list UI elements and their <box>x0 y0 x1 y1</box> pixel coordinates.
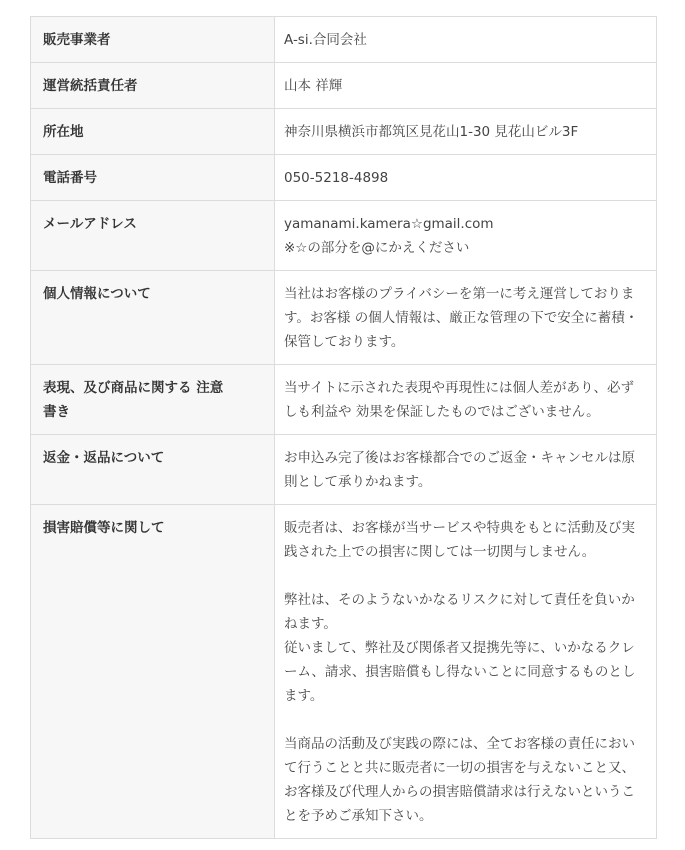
table-row <box>31 63 657 109</box>
manager-name: 山本 祥輝 <box>284 78 343 94</box>
row-label-address: 所在地 <box>31 109 275 155</box>
damages-line: 販売者は、お客様が当サービスや特典をもとに活動及び実 <box>284 520 635 536</box>
damages-line: とを予めご承知下さい。 <box>284 808 433 824</box>
privacy-line: 保管しております。 <box>284 334 405 350</box>
table-row <box>31 201 657 271</box>
phone-number: 050-5218-4898 <box>284 170 389 186</box>
damages-line: 従いまして、弊社及び関係者又提携先等に、いかなるクレ <box>284 640 635 656</box>
damages-line: て行うことと共に販売者に一切の損害を与えないこと又、 <box>284 760 635 776</box>
refund-line: 則として承りかねます。 <box>284 474 432 490</box>
email-note: ※☆の部分を@にかえください <box>284 240 470 256</box>
row-label-privacy: 個人情報について <box>31 271 275 365</box>
damages-paragraph <box>284 732 644 828</box>
row-label-seller: 販売事業者 <box>31 17 275 63</box>
privacy-line: 当社はお客様のプライバシーを第一に考え運営しておりま <box>284 286 635 302</box>
row-value-refund <box>275 435 657 505</box>
label-line: 書き <box>43 404 70 420</box>
paragraph-gap <box>284 564 644 588</box>
table-row <box>31 109 657 155</box>
table-row <box>31 271 657 365</box>
damages-line: お客様及び代理人からの損害賠償請求は行えないというこ <box>284 784 635 800</box>
label-line: 表現、及び商品に関する 注意 <box>43 380 224 396</box>
damages-paragraph <box>284 516 644 564</box>
row-value-email <box>275 201 657 271</box>
row-label-refund: 返金・返品について <box>31 435 275 505</box>
damages-paragraph <box>284 588 644 708</box>
table-row <box>31 505 657 839</box>
row-value-expression-notice <box>275 365 657 435</box>
damages-line: 践された上での損害に関しては一切関与しません。 <box>284 544 596 560</box>
row-value-phone <box>275 155 657 201</box>
damages-line: ます。 <box>284 688 324 704</box>
row-value-manager <box>275 63 657 109</box>
specified-commercial-transactions-table <box>30 16 657 839</box>
row-value-address <box>275 109 657 155</box>
address-text: 神奈川県横浜市都筑区見花山1-30 見花山ビル3F <box>284 124 579 140</box>
notice-line: 当サイトに示された表現や再現性には個人差があり、必ず <box>284 380 635 396</box>
table-row <box>31 17 657 63</box>
table-row <box>31 155 657 201</box>
row-value-seller <box>275 17 657 63</box>
damages-line: ねます。 <box>284 616 337 632</box>
row-label-manager: 運営統括責任者 <box>31 63 275 109</box>
email-address: yamanami.kamera☆gmail.com <box>284 216 494 232</box>
table-row <box>31 365 657 435</box>
table-row <box>31 435 657 505</box>
row-label-phone: 電話番号 <box>31 155 275 201</box>
row-label-expression-notice <box>31 365 275 435</box>
damages-line: ーム、請求、損害賠償もし得ないことに同意するものとし <box>284 664 636 680</box>
paragraph-gap <box>284 708 644 732</box>
row-label-damages: 損害賠償等に関して <box>31 505 275 839</box>
row-value-damages <box>275 505 657 839</box>
privacy-line: す。お客様 の個人情報は、厳正な管理の下で安全に蓄積・ <box>284 310 639 326</box>
notice-line: しも利益や 効果を保証したものではございません。 <box>284 404 600 420</box>
row-label-email: メールアドレス <box>31 201 275 271</box>
refund-line: お申込み完了後はお客様都合でのご返金・キャンセルは原 <box>284 450 635 466</box>
damages-line: 当商品の活動及び実践の際には、全てお客様の責任におい <box>284 736 635 752</box>
row-value-privacy <box>275 271 657 365</box>
seller-name: A-si.合同会社 <box>284 32 367 48</box>
damages-line: 弊社は、そのようないかなるリスクに対して責任を負いか <box>284 592 635 608</box>
